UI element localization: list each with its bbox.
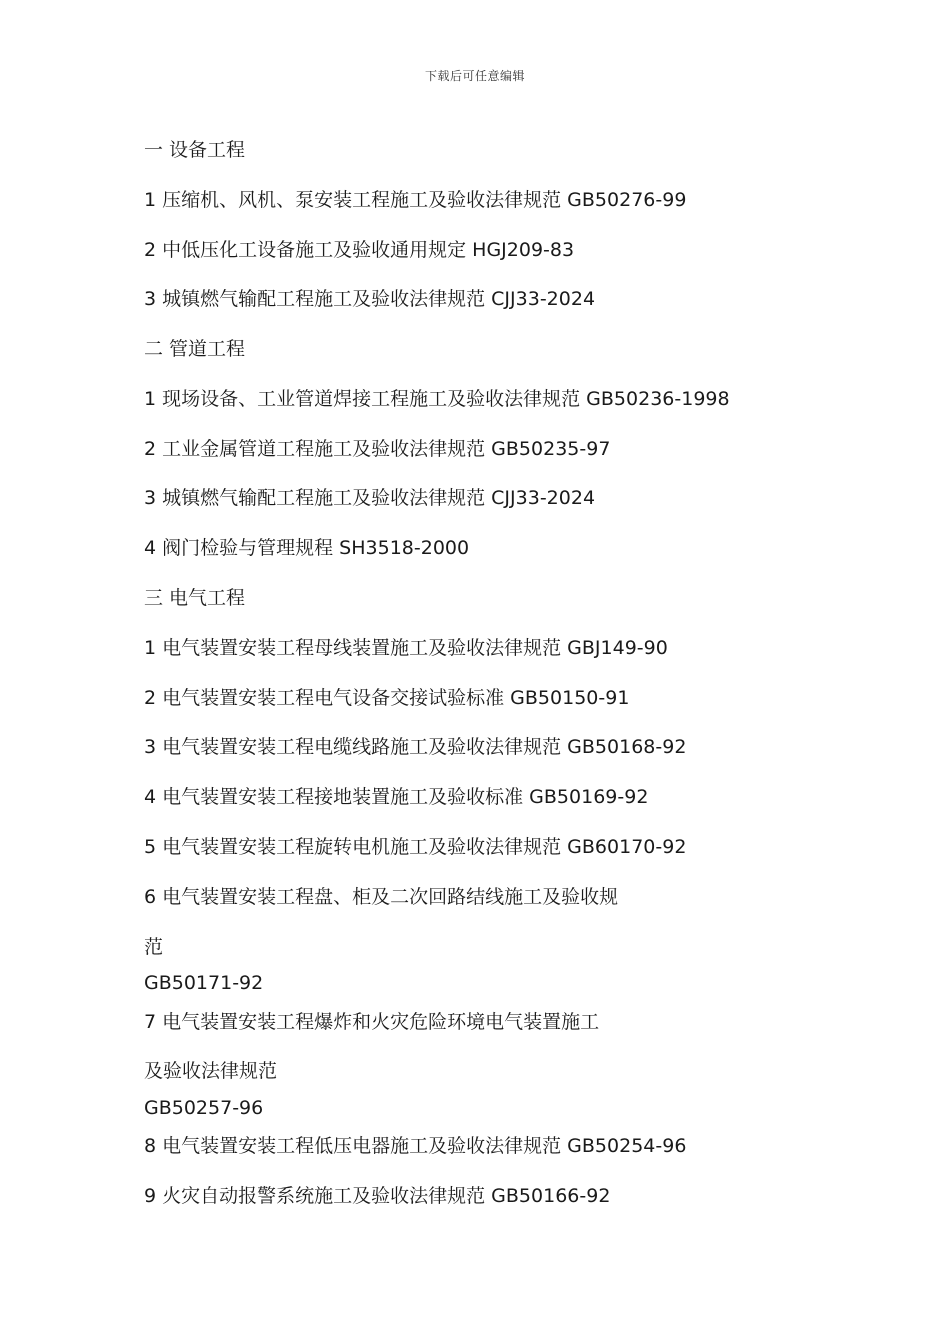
list-item: 9 火灾自动报警系统施工及验收法律规范 GB50166-92 bbox=[144, 1185, 611, 1207]
list-item: 3 城镇燃气输配工程施工及验收法律规范 CJJ33-2024 bbox=[144, 487, 596, 509]
list-item: 3 电气装置安装工程电缆线路施工及验收法律规范 GB50168-92 bbox=[144, 736, 687, 758]
list-item: 5 电气装置安装工程旋转电机施工及验收法律规范 GB60170-92 bbox=[144, 836, 687, 858]
list-item: 2 工业金属管道工程施工及验收法律规范 GB50235-97 bbox=[144, 438, 611, 460]
list-item: 7 电气装置安装工程爆炸和火灾危险环境电气装置施工 bbox=[144, 1011, 600, 1033]
list-item: 8 电气装置安装工程低压电器施工及验收法律规范 GB50254-96 bbox=[144, 1135, 687, 1157]
list-item-continuation: 及验收法律规范 bbox=[144, 1060, 278, 1082]
list-item: 2 中低压化工设备施工及验收通用规定 HGJ209-83 bbox=[144, 239, 575, 261]
list-item: 4 阀门检验与管理规程 SH3518-2000 bbox=[144, 537, 470, 559]
list-item-continuation: 范 bbox=[144, 936, 164, 958]
list-item: 1 电气装置安装工程母线装置施工及验收法律规范 GBJ149-90 bbox=[144, 637, 668, 659]
list-item: 6 电气装置安装工程盘、柜及二次回路结线施工及验收规 bbox=[144, 886, 619, 908]
list-item-code: GB50257-96 bbox=[144, 1097, 264, 1119]
list-item: 1 压缩机、风机、泵安装工程施工及验收法律规范 GB50276-99 bbox=[144, 189, 687, 211]
list-item: 4 电气装置安装工程接地装置施工及验收标准 GB50169-92 bbox=[144, 786, 649, 808]
section-heading-equipment: 一 设备工程 bbox=[144, 139, 246, 161]
list-item: 3 城镇燃气输配工程施工及验收法律规范 CJJ33-2024 bbox=[144, 288, 596, 310]
list-item-code: GB50171-92 bbox=[144, 972, 264, 994]
section-heading-piping: 二 管道工程 bbox=[144, 338, 246, 360]
page-header: 下载后可任意编辑 bbox=[424, 69, 525, 83]
section-heading-electrical: 三 电气工程 bbox=[144, 587, 246, 609]
list-item: 1 现场设备、工业管道焊接工程施工及验收法律规范 GB50236-1998 bbox=[144, 388, 730, 410]
list-item: 2 电气装置安装工程电气设备交接试验标准 GB50150-91 bbox=[144, 687, 630, 709]
